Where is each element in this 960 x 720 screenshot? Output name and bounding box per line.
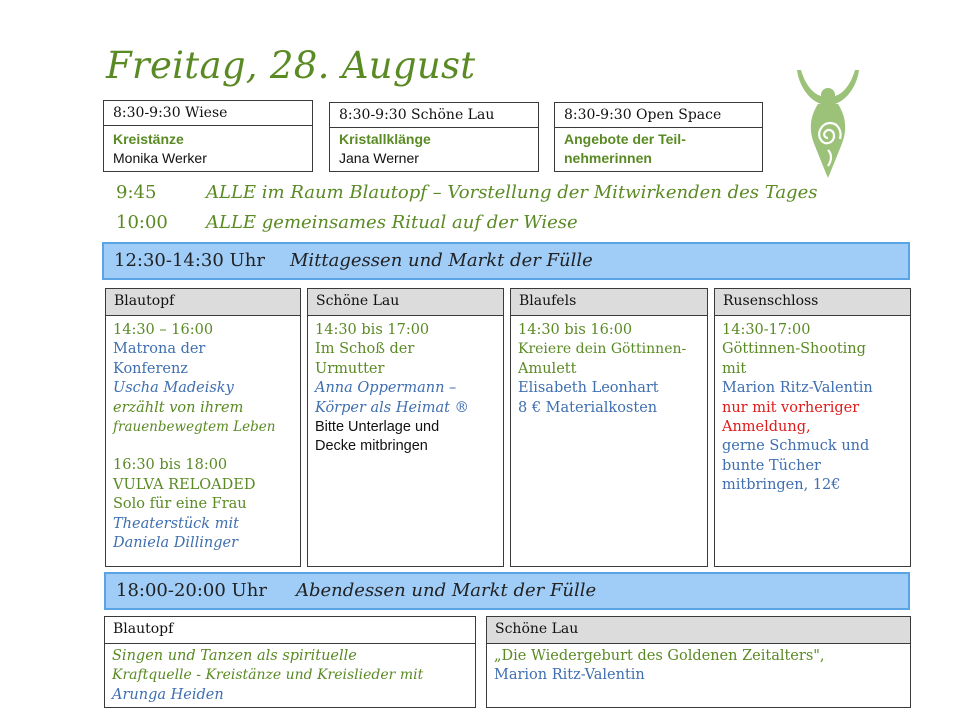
col-header: Blaufels [511, 289, 707, 316]
schedule-line [116, 212, 578, 233]
dinner-text: Abendessen und Markt der Fülle [296, 580, 597, 601]
session-note: gerne Schmuck und [722, 438, 870, 455]
morning-box-title: Angebote der Teil- [564, 131, 686, 147]
session-note-red: Anmeldung, [722, 419, 811, 436]
session-desc: Solo für eine Frau [113, 496, 247, 513]
session-time: 14:30-17:00 [722, 322, 811, 338]
morning-box-host: Monika Werker [113, 150, 207, 166]
lunch-band [102, 242, 910, 280]
afternoon-col-blaufels [510, 288, 708, 567]
col-header: Blautopf [105, 617, 475, 644]
session-host: Marion Ritz-Valentin [494, 667, 645, 684]
morning-box-header: 8:30-9:30 Open Space [555, 103, 762, 128]
session-cost: 8 € Materialkosten [518, 399, 658, 416]
session-note: Bitte Unterlage und [315, 419, 440, 436]
afternoon-col-rusenschloss [714, 288, 911, 567]
session-title: Kraftquelle - Kreistänze und Kreislieder mit [112, 667, 424, 684]
lunch-text: Mittagessen und Markt der Fülle [290, 250, 593, 271]
session-host: Körper als Heimat ® [315, 399, 470, 416]
col-header: Blautopf [106, 289, 300, 316]
session-note: Decke mitbringen [315, 438, 428, 455]
col-header: Schöne Lau [487, 617, 910, 644]
col-header: Rusenschloss [715, 289, 910, 316]
page-title: Freitag, 28. August [106, 44, 476, 87]
session-host: Elisabeth Leonhart [518, 380, 659, 397]
morning-box-title: Kreistänze [113, 131, 184, 147]
schedule-time: 10:00 [116, 212, 168, 233]
evening-col-schoene-lau [486, 616, 911, 708]
session-title: Göttinnen-Shooting [722, 341, 866, 358]
session-title: Matrona der [113, 341, 206, 358]
morning-box-host: Jana Werner [339, 150, 419, 166]
session-title: Amulett [518, 360, 577, 377]
session-desc: Theaterstück mit [113, 515, 239, 532]
dinner-time: 18:00-20:00 Uhr [116, 580, 267, 601]
session-title: „Die Wiedergeburt des Goldenen Zeitalters", [494, 648, 825, 664]
session-host: Marion Ritz-Valentin [722, 380, 873, 397]
session-note: bunte Tücher [722, 457, 821, 474]
session-title: Urmutter [315, 360, 385, 377]
morning-box-title: Kristallklänge [339, 131, 431, 147]
session-title: mit [722, 360, 747, 377]
dinner-band [104, 572, 910, 610]
morning-box-title-cont: nehmerinnen [564, 150, 652, 166]
session-host: Uscha Madeisky [113, 380, 234, 397]
session-title: VULVA RELOADED [113, 476, 256, 493]
session-desc: erzählt von ihrem [113, 399, 244, 416]
morning-box-header: 8:30-9:30 Schöne Lau [330, 103, 538, 128]
session-time: 16:30 bis 18:00 [113, 457, 228, 474]
schedule-text: ALLE gemeinsames Ritual auf der Wiese [206, 212, 578, 233]
schedule-time: 9:45 [116, 182, 157, 203]
session-host: Daniela Dillinger [113, 535, 239, 552]
session-title: Konferenz [113, 360, 188, 377]
session-note: mitbringen, 12€ [722, 477, 841, 494]
morning-box-wiese [103, 100, 313, 172]
session-host: Arunga Heiden [112, 686, 224, 703]
afternoon-col-schoene-lau [307, 288, 504, 567]
morning-box-open-space [554, 102, 763, 172]
morning-box-schoene-lau [329, 102, 539, 172]
lunch-time: 12:30-14:30 Uhr [114, 250, 265, 271]
session-title: Kreiere dein Göttinnen- [518, 341, 687, 358]
session-title: Im Schoß der [315, 341, 415, 358]
col-header: Schöne Lau [308, 289, 503, 316]
session-title: Singen und Tanzen als spirituelle [112, 648, 357, 664]
evening-col-blautopf [104, 616, 476, 708]
session-time: 14:30 – 16:00 [113, 322, 214, 338]
session-note-red: nur mit vorheriger [722, 399, 860, 416]
goddess-logo-icon [795, 68, 861, 180]
session-host: Anna Oppermann – [315, 380, 457, 397]
session-time: 14:30 bis 17:00 [315, 322, 430, 338]
session-time: 14:30 bis 16:00 [518, 322, 633, 338]
session-desc: frauenbewegtem Leben [113, 419, 276, 436]
morning-box-header: 8:30-9:30 Wiese [104, 101, 312, 126]
afternoon-col-blautopf [105, 288, 301, 567]
schedule-line [116, 182, 817, 203]
schedule-text: ALLE im Raum Blautopf – Vorstellung der Mitwirkenden des Tages [206, 182, 818, 203]
